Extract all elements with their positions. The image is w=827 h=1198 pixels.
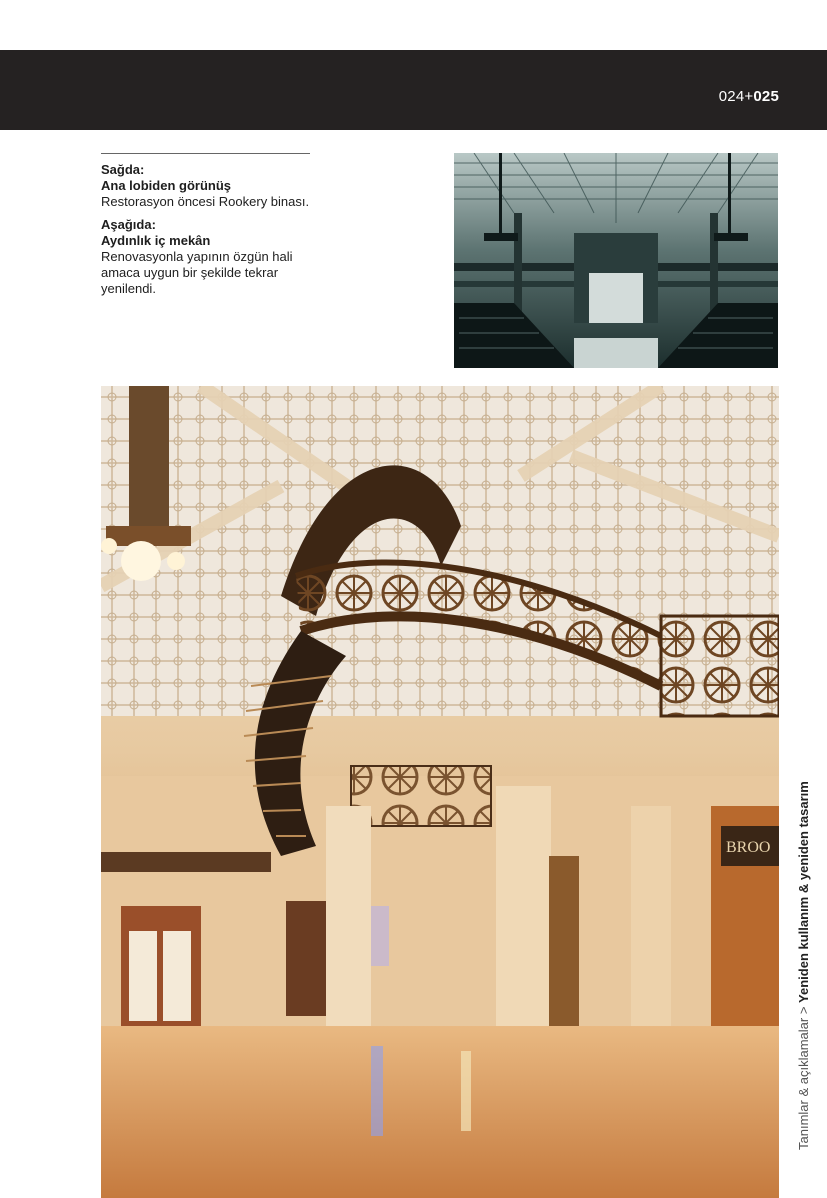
historic-lobby-photo	[454, 153, 778, 368]
store-sign: BROO	[726, 839, 771, 856]
caption-title: Aydınlık iç mekân	[101, 233, 211, 248]
header-band	[0, 50, 827, 130]
side-chapter: Yeniden kullanım & yeniden tasarım	[796, 781, 811, 1003]
caption-right	[101, 162, 316, 210]
side-section: Tanımlar & açıklamalar	[796, 1017, 811, 1150]
captions	[101, 162, 316, 304]
side-separator: >	[796, 1002, 811, 1018]
restored-lobby-photo	[101, 386, 779, 1198]
caption-rule	[101, 153, 310, 154]
caption-position: Aşağıda:	[101, 217, 156, 232]
page-number-prev: 024+	[718, 88, 754, 105]
caption-below	[101, 217, 316, 297]
page-number-current: 025	[753, 88, 779, 105]
caption-description: Restorasyon öncesi Rookery binası.	[101, 194, 310, 209]
caption-description: Renovasyonla yapının özgün hali amaca uygun bir şekilde tekrar yenilendi.	[101, 249, 293, 296]
page-number	[719, 88, 779, 105]
caption-position: Sağda:	[101, 162, 145, 177]
caption-title: Ana lobiden görünüş	[101, 178, 231, 193]
side-section-label	[796, 730, 811, 1150]
